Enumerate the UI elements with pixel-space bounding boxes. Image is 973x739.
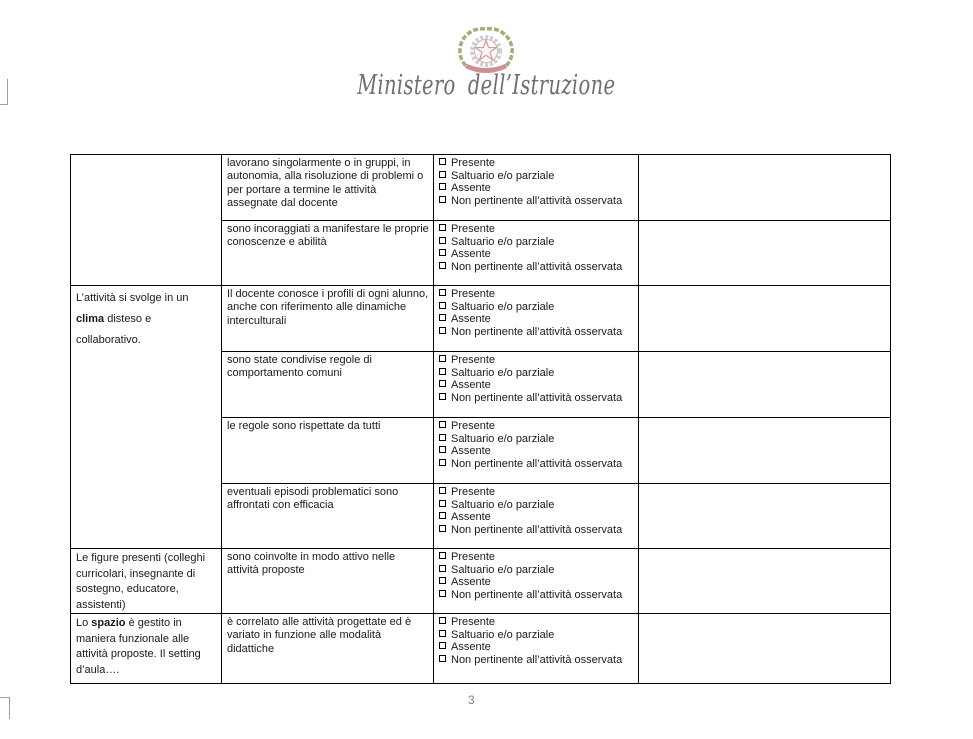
checkbox-icon[interactable] (439, 327, 446, 334)
checkbox-icon[interactable] (439, 525, 446, 532)
checkbox-icon[interactable] (439, 500, 446, 507)
criterion-text: L’attività si svolge in un (76, 292, 189, 304)
checkbox-option-label: Non pertinente all’attività osservata (451, 653, 623, 666)
checkbox-option[interactable] (439, 433, 634, 446)
checkbox-group (434, 614, 639, 684)
checkbox-option[interactable] (439, 170, 634, 183)
criterion-text: disteso e collaborativo. (76, 313, 152, 346)
notes-cell (639, 221, 891, 286)
checkbox-icon[interactable] (439, 262, 446, 269)
notes-cell (639, 614, 891, 684)
checkbox-option-label: Presente (451, 223, 496, 235)
checkbox-option[interactable] (439, 236, 634, 249)
checkbox-group (434, 155, 639, 221)
checkbox-option-label: Presente (451, 288, 496, 300)
checkbox-icon[interactable] (439, 459, 446, 466)
checkbox-option-label: Presente (451, 551, 496, 563)
checkbox-option[interactable] (439, 616, 634, 629)
checkbox-option-label: Saltuario e/o parziale (451, 169, 555, 182)
descriptor-cell: sono incoraggiati a manifestare le proprie conoscenze e abilità (222, 221, 434, 286)
checkbox-option[interactable] (439, 223, 634, 236)
checkbox-option-label: Saltuario e/o parziale (451, 498, 555, 511)
checkbox-option[interactable] (439, 589, 634, 602)
checkbox-option[interactable] (439, 157, 634, 170)
checkbox-option[interactable] (439, 486, 634, 499)
checkbox-icon[interactable] (439, 552, 446, 559)
checkbox-icon[interactable] (439, 446, 446, 453)
checkbox-option[interactable] (439, 420, 634, 433)
checkbox-icon[interactable] (439, 237, 446, 244)
checkbox-icon[interactable] (439, 421, 446, 428)
descriptor-cell: Il docente conosce i profili di ogni alunno, anche con riferimento alle dinamiche interculturali (222, 286, 434, 352)
checkbox-icon[interactable] (439, 196, 446, 203)
checkbox-option[interactable] (439, 326, 634, 339)
checkbox-option-label: Presente (451, 616, 496, 628)
checkbox-icon[interactable] (439, 183, 446, 190)
checkbox-icon[interactable] (439, 630, 446, 637)
checkbox-icon[interactable] (439, 577, 446, 584)
descriptor-cell: è correlato alle attività progettate ed è variato in funzione alle modalità didattiche (222, 614, 434, 684)
checkbox-option-label: Non pertinente all’attività osservata (451, 391, 623, 404)
table-row (71, 549, 891, 614)
checkbox-icon[interactable] (439, 393, 446, 400)
checkbox-icon[interactable] (439, 314, 446, 321)
checkbox-option[interactable] (439, 301, 634, 314)
checkbox-option[interactable] (439, 641, 634, 654)
checkbox-option[interactable] (439, 654, 634, 667)
checkbox-option-label: Non pertinente all’attività osservata (451, 588, 623, 601)
checkbox-option-label: Saltuario e/o parziale (451, 366, 555, 379)
checkbox-option[interactable] (439, 564, 634, 577)
checkbox-icon[interactable] (439, 380, 446, 387)
checkbox-option[interactable] (439, 511, 634, 524)
checkbox-option[interactable] (439, 379, 634, 392)
checkbox-option-label: Saltuario e/o parziale (451, 432, 555, 445)
checkbox-option[interactable] (439, 499, 634, 512)
descriptor-cell: eventuali episodi problematici sono affrontati con efficacia (222, 484, 434, 549)
notes-cell (639, 352, 891, 418)
checkbox-option-label: Assente (451, 379, 491, 391)
checkbox-option-label: Saltuario e/o parziale (451, 300, 555, 313)
checkbox-icon[interactable] (439, 171, 446, 178)
checkbox-option-label: Assente (451, 445, 491, 457)
checkbox-option-label: Saltuario e/o parziale (451, 563, 555, 576)
checkbox-option-label: Assente (451, 313, 491, 325)
table-row (71, 286, 891, 352)
checkbox-group (434, 286, 639, 352)
descriptor-cell: sono state condivise regole di comportamento comuni (222, 352, 434, 418)
criterion-text: Lo (76, 617, 92, 629)
checkbox-option[interactable] (439, 576, 634, 589)
checkbox-option-label: Non pertinente all’attività osservata (451, 457, 623, 470)
checkbox-icon[interactable] (439, 289, 446, 296)
checkbox-option[interactable] (439, 248, 634, 261)
table-row (71, 155, 891, 221)
checkbox-option-label: Assente (451, 182, 491, 194)
descriptor-cell: lavorano singolarmente o in gruppi, in autonomia, alla risoluzione di problemi o per portare a termine le attività assegnate dal docente (222, 155, 434, 221)
checkbox-option-label: Non pertinente all’attività osservata (451, 260, 623, 273)
checkbox-option-label: Saltuario e/o parziale (451, 235, 555, 248)
checkbox-option-label: Presente (451, 157, 496, 169)
criterion-cell-clima (71, 286, 222, 549)
criterion-keyword: spazio (91, 617, 126, 629)
checkbox-icon[interactable] (439, 302, 446, 309)
notes-cell (639, 484, 891, 549)
descriptor-cell: sono coinvolte in modo attivo nelle attività proposte (222, 549, 434, 614)
checkbox-option[interactable] (439, 354, 634, 367)
checkbox-option-label: Non pertinente all’attività osservata (451, 523, 623, 536)
checkbox-icon[interactable] (439, 565, 446, 572)
checkbox-option-label: Presente (451, 354, 496, 366)
checkbox-option-label: Assente (451, 576, 491, 588)
page-number: 3 (468, 693, 475, 707)
notes-cell (639, 286, 891, 352)
checkbox-group (434, 549, 639, 614)
table-row (71, 614, 891, 684)
checkbox-option[interactable] (439, 524, 634, 537)
checkbox-option[interactable] (439, 288, 634, 301)
checkbox-option-label: Assente (451, 248, 491, 260)
checkbox-icon[interactable] (439, 158, 446, 165)
checkbox-icon[interactable] (439, 249, 446, 256)
notes-cell (639, 549, 891, 614)
checkbox-group (434, 221, 639, 286)
checkbox-icon[interactable] (439, 590, 446, 597)
checkbox-option[interactable] (439, 261, 634, 274)
checkbox-option[interactable] (439, 313, 634, 326)
notes-cell (639, 155, 891, 221)
observation-table (70, 154, 891, 684)
checkbox-option[interactable] (439, 182, 634, 195)
checkbox-icon[interactable] (439, 224, 446, 231)
checkbox-icon[interactable] (439, 487, 446, 494)
criterion-cell-spazio (71, 614, 222, 684)
checkbox-option[interactable] (439, 367, 634, 380)
checkbox-option-label: Presente (451, 486, 496, 498)
checkbox-icon[interactable] (439, 512, 446, 519)
checkbox-option[interactable] (439, 551, 634, 564)
checkbox-option-label: Assente (451, 511, 491, 523)
criterion-keyword: clima (76, 313, 105, 325)
checkbox-option-label: Non pertinente all’attività osservata (451, 194, 623, 207)
checkbox-group (434, 484, 639, 549)
criterion-cell-figure: Le figure presenti (colleghi curricolari, insegnante di sostegno, educatore, assistenti) (71, 549, 222, 614)
checkbox-option-label: Non pertinente all’attività osservata (451, 325, 623, 338)
checkbox-icon[interactable] (439, 642, 446, 649)
ministry-title: Ministero dell’Istruzione (357, 70, 616, 101)
checkbox-icon[interactable] (439, 434, 446, 441)
criterion-text: è gestito in maniera funzionale alle attività proposte. Il setting d’aula…. (76, 617, 201, 676)
checkbox-group (434, 352, 639, 418)
criterion-cell-empty (71, 155, 222, 286)
checkbox-icon[interactable] (439, 368, 446, 375)
checkbox-option[interactable] (439, 458, 634, 471)
checkbox-icon[interactable] (439, 617, 446, 624)
checkbox-option[interactable] (439, 629, 634, 642)
notes-cell (639, 418, 891, 484)
checkbox-option-label: Assente (451, 641, 491, 653)
checkbox-option-label: Saltuario e/o parziale (451, 628, 555, 641)
checkbox-option[interactable] (439, 445, 634, 458)
checkbox-option-label: Presente (451, 420, 496, 432)
checkbox-option[interactable] (439, 392, 634, 405)
checkbox-icon[interactable] (439, 655, 446, 662)
checkbox-icon[interactable] (439, 355, 446, 362)
margin-mark-bottom-left (0, 697, 10, 719)
descriptor-cell: le regole sono rispettate da tutti (222, 418, 434, 484)
checkbox-group (434, 418, 639, 484)
checkbox-option[interactable] (439, 195, 634, 208)
